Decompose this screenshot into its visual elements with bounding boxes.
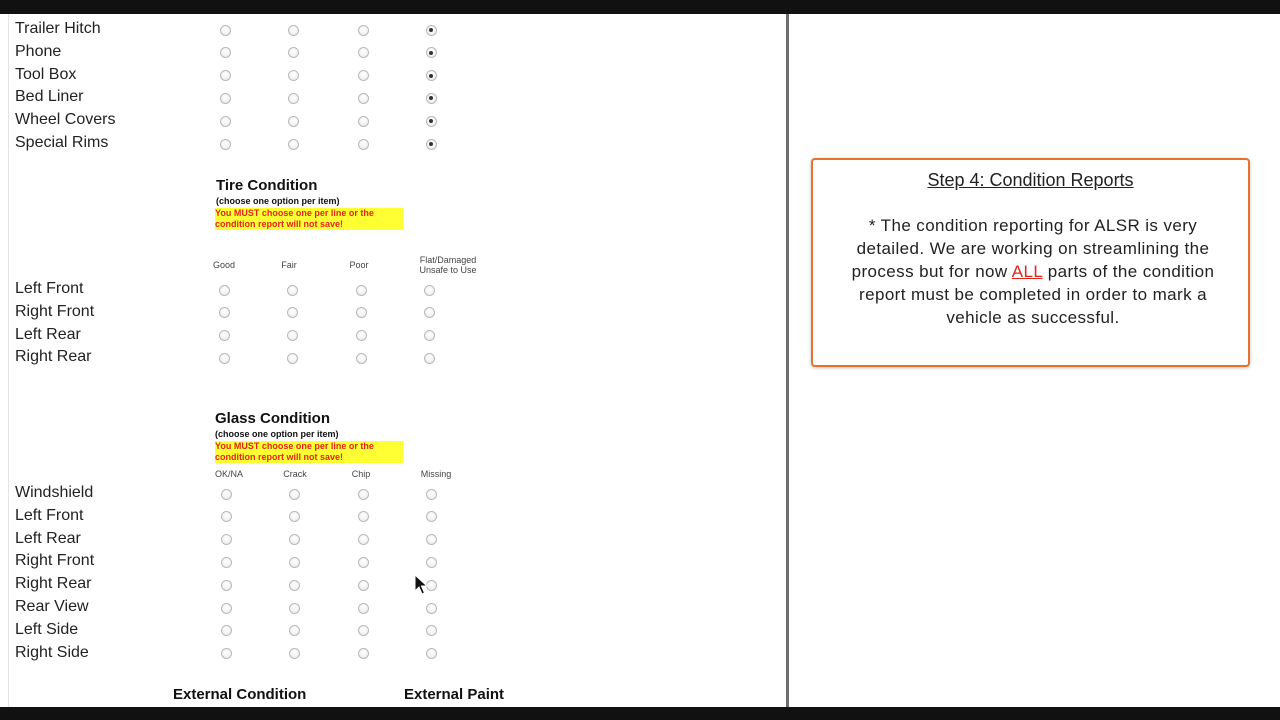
accessory-radio[interactable] (220, 25, 231, 36)
mouse-cursor-icon (414, 574, 428, 596)
glass-row-label: Left Side (15, 620, 79, 638)
glass-radio[interactable] (289, 534, 300, 545)
accessory-radio[interactable] (220, 70, 231, 81)
accessory-radio[interactable] (288, 139, 299, 150)
accessory-row-label: Phone (15, 42, 62, 60)
accessory-radio[interactable] (426, 116, 437, 127)
glass-radio[interactable] (289, 625, 300, 636)
accessory-radio[interactable] (426, 93, 437, 104)
tire-condition-subtitle: (choose one option per item) (216, 196, 340, 206)
top-letterbox (0, 0, 1280, 14)
accessory-radio[interactable] (426, 139, 437, 150)
glass-radio[interactable] (358, 580, 369, 591)
glass-radio[interactable] (358, 603, 369, 614)
tire-row-label: Right Front (15, 302, 95, 320)
tire-radio[interactable] (424, 353, 435, 364)
glass-radio[interactable] (221, 580, 232, 591)
accessory-radio[interactable] (426, 25, 437, 36)
glass-row-label: Right Side (15, 643, 89, 661)
glass-radio[interactable] (426, 511, 437, 522)
accessory-radio[interactable] (426, 70, 437, 81)
glass-radio[interactable] (289, 603, 300, 614)
tire-radio[interactable] (424, 330, 435, 341)
tire-row-label: Right Rear (15, 348, 92, 366)
tire-row-label: Left Rear (15, 325, 81, 343)
callout-all-link[interactable]: ALL (1011, 262, 1043, 281)
glass-row-label: Rear View (15, 598, 89, 615)
accessory-radio[interactable] (358, 47, 369, 58)
tire-condition-title: Tire Condition (216, 177, 318, 194)
accessory-radio[interactable] (288, 93, 299, 104)
glass-radio[interactable] (289, 489, 300, 500)
glass-radio[interactable] (358, 534, 369, 545)
glass-radio[interactable] (358, 625, 369, 636)
callout-title: Step 4: Condition Reports (927, 170, 1134, 190)
glass-radio[interactable] (289, 580, 300, 591)
glass-radio[interactable] (426, 534, 437, 545)
accessory-radio[interactable] (358, 139, 369, 150)
glass-row-label: Right Front (15, 552, 95, 570)
glass-column-header: Missing (420, 469, 452, 479)
accessory-radio[interactable] (426, 47, 437, 58)
glass-radio[interactable] (426, 557, 437, 568)
accessory-radio[interactable] (220, 116, 231, 127)
tire-radio[interactable] (356, 353, 367, 364)
tire-radio[interactable] (219, 307, 230, 318)
form-left-border (8, 14, 9, 707)
tire-column-header: Good (212, 260, 236, 270)
glass-condition-subtitle: (choose one option per item) (215, 429, 339, 439)
accessory-radio[interactable] (220, 47, 231, 58)
accessory-row-label: Trailer Hitch (15, 20, 101, 37)
tire-radio[interactable] (219, 353, 230, 364)
callout-body-end: parts of the condition report must be completed in order to mark a vehicle as successful. (859, 262, 1215, 327)
tire-column-header: Flat/Damaged Unsafe to Use (419, 255, 477, 275)
glass-radio[interactable] (221, 511, 232, 522)
glass-column-header: OK/NA (214, 469, 243, 479)
tire-radio[interactable] (287, 285, 298, 296)
glass-radio[interactable] (221, 534, 232, 545)
glass-column-header: Chip (351, 469, 371, 479)
external-condition-header: External Condition (173, 686, 307, 703)
tire-column-header: Fair (281, 260, 297, 270)
step-callout (811, 158, 1250, 367)
accessory-row-label: Bed Liner (15, 88, 84, 106)
glass-radio[interactable] (221, 489, 232, 500)
accessory-radio[interactable] (288, 25, 299, 36)
glass-radio[interactable] (221, 625, 232, 636)
tire-radio[interactable] (287, 307, 298, 318)
glass-condition-title: Glass Condition (215, 410, 331, 427)
tire-row-label: Left Front (15, 280, 84, 297)
glass-radio[interactable] (358, 511, 369, 522)
glass-radio[interactable] (289, 557, 300, 568)
tire-radio[interactable] (287, 353, 298, 364)
accessory-radio[interactable] (288, 47, 299, 58)
tire-radio[interactable] (424, 285, 435, 296)
tire-radio[interactable] (219, 330, 230, 341)
glass-radio[interactable] (426, 625, 437, 636)
bottom-letterbox (0, 707, 1280, 720)
glass-radio[interactable] (221, 603, 232, 614)
glass-radio[interactable] (426, 489, 437, 500)
callout-body-start: * The condition reporting for ALSR is very detailed. We are working on streamlining the process but for now (851, 216, 1210, 281)
glass-radio[interactable] (426, 603, 437, 614)
glass-radio[interactable] (289, 648, 300, 659)
accessory-radio[interactable] (288, 116, 299, 127)
external-paint-header: External Paint (404, 686, 505, 703)
panel-divider (786, 14, 789, 707)
accessory-row-label: Wheel Covers (15, 111, 116, 129)
tire-radio[interactable] (356, 307, 367, 318)
glass-radio[interactable] (289, 511, 300, 522)
accessory-row-label: Tool Box (15, 65, 77, 83)
accessory-radio[interactable] (358, 93, 369, 104)
accessory-row-label: Special Rims (15, 134, 109, 151)
glass-condition-warning: You MUST choose one per line or the condition report will not save! (215, 441, 403, 463)
tire-condition-warning: You MUST choose one per line or the condition report will not save! (215, 208, 403, 230)
glass-row-label: Windshield (15, 484, 94, 501)
accessory-radio[interactable] (288, 70, 299, 81)
tire-radio[interactable] (356, 330, 367, 341)
tire-radio[interactable] (356, 285, 367, 296)
glass-row-label: Left Rear (15, 529, 81, 547)
accessory-radio[interactable] (358, 25, 369, 36)
callout-body (833, 214, 1233, 329)
glass-radio[interactable] (221, 557, 232, 568)
tire-column-header: Poor (349, 260, 369, 270)
accessory-radio[interactable] (358, 70, 369, 81)
glass-radio[interactable] (426, 648, 437, 659)
glass-radio[interactable] (358, 648, 369, 659)
accessory-radio[interactable] (220, 139, 231, 150)
glass-row-label: Left Front (15, 506, 84, 524)
accessory-radio[interactable] (220, 93, 231, 104)
glass-row-label: Right Rear (15, 575, 92, 593)
glass-column-header: Crack (283, 469, 307, 479)
glass-radio[interactable] (221, 648, 232, 659)
glass-radio[interactable] (358, 489, 369, 500)
accessory-radio[interactable] (358, 116, 369, 127)
tire-radio[interactable] (219, 285, 230, 296)
glass-radio[interactable] (358, 557, 369, 568)
tire-radio[interactable] (287, 330, 298, 341)
tire-radio[interactable] (424, 307, 435, 318)
